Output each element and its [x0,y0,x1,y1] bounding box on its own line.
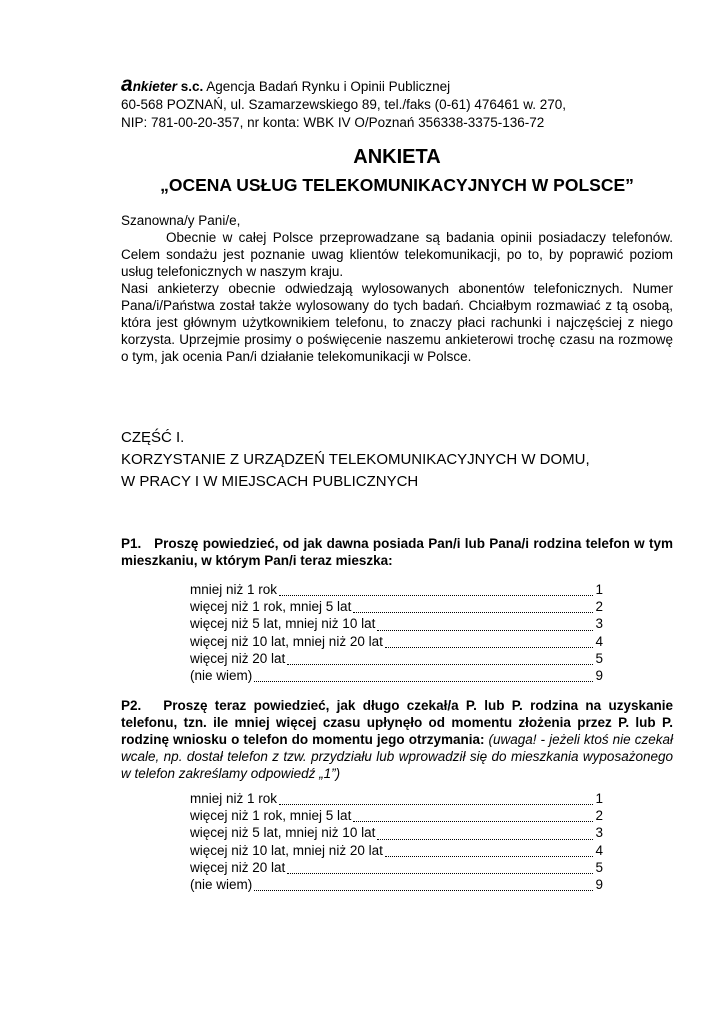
section-title-line-2: W PRACY I W MIEJSCACH PUBLICZNYCH [121,473,419,490]
question-note: (uwaga! - jeżeli ktoś nie czekał wcale, np. dostał telefon z tzw. przydziału lub wprowadził się do mieszkania wyposażonego w telefon zakreślamy odpowiedź „1”) [121,732,673,781]
answer-code: 2 [595,599,603,615]
answer-code: 3 [595,616,603,632]
answer-option[interactable] [190,582,603,599]
answer-list-p2 [190,791,603,894]
question-number: P2. [121,698,142,713]
dot-leader [279,595,593,596]
answer-option[interactable] [190,668,603,685]
answer-code: 1 [595,791,603,806]
dot-leader [377,839,593,840]
company-address: 60-568 POZNAŃ, ul. Szamarzewskiego 89, tel./faks (0-61) 476461 w. 270, [121,97,566,112]
answer-option[interactable] [190,634,603,651]
intro-paragraph-2: Nasi ankieterzy obecnie odwiedzają wylosowanych abonentów telefonicznych. Numer Pana/i/Państwa został także wylosowany do tych badań. Chciałbym rozmawiać z tą osobą, która jest głównym użytkownikiem telefonu, to znaczy płaci rachunki i najczęściej z niego korzysta. Uprzejmie prosimy o poświęcenie naszemu ankieterowi trochę czasu na rozmowę o tym, jak ocenia Pan/i działanie telekomunikacji w Polsce. [121,281,673,364]
dot-leader [287,664,593,665]
answer-label: (nie wiem) [190,876,253,892]
answer-list-p1 [190,582,603,685]
question-text: Proszę powiedzieć, od jak dawna posiada Pan/i lub Pana/i rodzina telefon w tym mieszkaniu, w którym Pan/i teraz mieszka: [121,536,673,568]
question-p2 [121,697,673,782]
logo-initial: a [121,73,133,96]
answer-label: więcej niż 20 lat [190,859,286,875]
answer-code: 3 [595,825,603,841]
company-nip: NIP: 781-00-20-357, nr konta: WBK IV O/Poznań 356338-3375-136-72 [121,115,545,130]
answer-label: więcej niż 5 lat, mniej niż 10 lat [190,825,376,841]
answer-option[interactable] [190,843,603,860]
answer-option[interactable] [190,651,603,668]
answer-option[interactable] [190,808,603,825]
answer-label: (nie wiem) [190,667,253,683]
answer-label: więcej niż 20 lat [190,650,286,666]
question-p1 [121,535,673,569]
intro-paragraph-1: Obecnie w całej Polsce przeprowadzane są badania opinii posiadaczy telefonów. Celem sondażu jest poznanie uwag klientów telekomunikacji, po to, by poprawić poziom usług telefonicznych w naszym kraju. [121,230,673,279]
company-name: Agencja Badań Rynku i Opinii Publicznej [206,79,451,94]
answer-code: 2 [595,808,603,824]
company-suffix: s.c. [180,79,204,94]
dot-leader [254,681,593,682]
answer-code: 5 [595,859,603,875]
answer-label: mniej niż 1 rok [190,791,278,806]
document-subtitle: „OCENA USŁUG TELEKOMUNIKACYJNYCH W POLSCE” [160,175,634,195]
question-text: Proszę teraz powiedzieć, jak długo czekał/a P. lub P. rodzina na uzyskanie telefonu, tzn. ile mniej więcej czasu upłynęło od momentu złożenia przez P. lub P. rodzinę wniosku o telefon do momentu jego otrzymania: [121,698,673,747]
answer-code: 5 [595,650,603,666]
dot-leader [287,873,593,874]
answer-option[interactable] [190,825,603,842]
section-part: CZĘŚĆ I. [121,429,185,446]
answer-code: 1 [595,582,603,597]
dot-leader [353,821,593,822]
dot-leader [353,612,593,613]
answer-option[interactable] [190,599,603,616]
company-line [121,73,681,96]
answer-label: mniej niż 1 rok [190,582,278,597]
section-title-line-1: KORZYSTANIE Z URZĄDZEŃ TELEKOMUNIKACYJNYCH W DOMU, [121,451,590,468]
answer-label: więcej niż 10 lat, mniej niż 20 lat [190,842,383,858]
dot-leader [377,630,593,631]
answer-label: więcej niż 10 lat, mniej niż 20 lat [190,633,383,649]
answer-code: 4 [595,842,603,858]
answer-label: więcej niż 1 rok, mniej 5 lat [190,808,352,824]
answer-code: 4 [595,633,603,649]
intro-text [121,212,673,365]
question-number: P1. [121,536,142,551]
answer-option[interactable] [190,877,603,894]
answer-label: więcej niż 5 lat, mniej niż 10 lat [190,616,376,632]
answer-option[interactable] [190,616,603,633]
answer-code: 9 [595,876,603,892]
section-heading [121,427,681,493]
answer-option[interactable] [190,791,603,808]
letterhead [121,73,681,132]
answer-option[interactable] [190,860,603,877]
dot-leader [254,890,593,891]
document-title: ANKIETA [353,146,441,168]
answer-label: więcej niż 1 rok, mniej 5 lat [190,599,352,615]
dot-leader [279,804,593,805]
answer-code: 9 [595,667,603,683]
dot-leader [385,647,594,648]
greeting: Szanowna/y Pani/e, [121,213,241,228]
dot-leader [385,856,594,857]
logo-text: nkieter [132,79,177,94]
